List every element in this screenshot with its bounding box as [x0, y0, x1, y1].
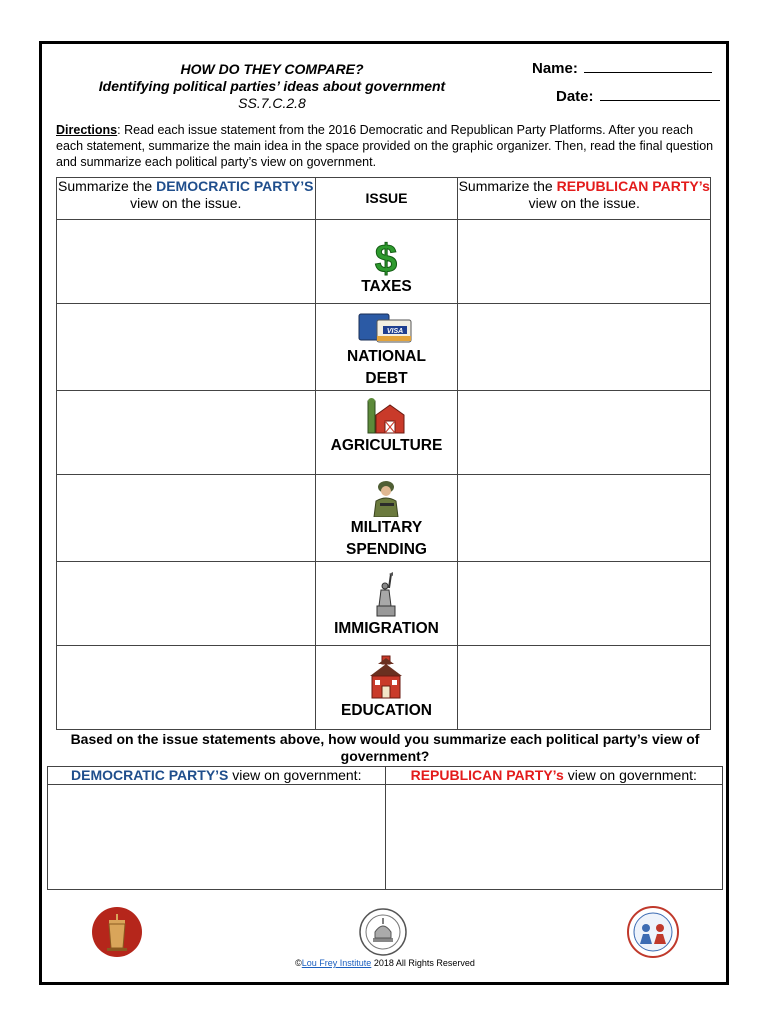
- rep-answer-immigration[interactable]: [458, 562, 711, 646]
- name-date-block: [532, 58, 720, 114]
- rep-summary-answer[interactable]: [385, 785, 723, 890]
- footer: ©Lou Frey Institute 2018 All Rights Reserved: [295, 958, 475, 968]
- issue-label: DEBT: [365, 370, 408, 387]
- schoolhouse-icon: [316, 646, 458, 700]
- dem-answer-debt[interactable]: [57, 304, 316, 391]
- issue-label: EDUCATION: [340, 702, 432, 719]
- capitol-seal-logo: [359, 908, 407, 961]
- issue-header: ISSUE: [315, 178, 458, 220]
- dem-summary-answer[interactable]: [48, 785, 386, 890]
- rep-answer-debt[interactable]: [458, 304, 711, 391]
- standard-code: SS.7.C.2.8: [238, 95, 306, 111]
- issue-label: SPENDING: [346, 541, 427, 558]
- worksheet-header: [57, 61, 487, 112]
- lou-frey-link[interactable]: Lou Frey Institute: [301, 958, 372, 968]
- issue-cell-education: [315, 646, 458, 730]
- rep-answer-agriculture[interactable]: [458, 391, 711, 475]
- podium-logo: [91, 906, 143, 963]
- issue-cell-immigration: [315, 562, 458, 646]
- directions-text: : Read each issue statement from the 2016 Democratic and Republican Party Platforms. After you reach each statement, summarize the main idea in the space provided on the graphic organizer. Then, read the final question and summarize each political party’s view on government.: [56, 123, 714, 169]
- summary-question: Based on the issue statements above, how would you summarize each political party’s view of government?: [70, 731, 700, 764]
- rep-answer-military[interactable]: [458, 475, 711, 562]
- statue-of-liberty-icon: [316, 562, 458, 618]
- svg-text:VISA: VISA: [387, 328, 404, 335]
- date-line[interactable]: [600, 86, 720, 101]
- dem-answer-agriculture[interactable]: [57, 391, 316, 475]
- name-line[interactable]: [584, 58, 712, 73]
- worksheet-title: HOW DO THEY COMPARE?: [180, 61, 364, 77]
- summary-table: [47, 766, 723, 890]
- issue-label: AGRICULTURE: [330, 437, 443, 454]
- svg-text:$: $: [375, 238, 398, 276]
- issue-label: MILITARY: [350, 519, 423, 536]
- dem-answer-immigration[interactable]: [57, 562, 316, 646]
- issue-label: NATIONAL: [347, 348, 426, 365]
- rep-summary-header: REPUBLICAN PARTY’s view on government:: [385, 767, 723, 785]
- rep-answer-taxes[interactable]: [458, 220, 711, 304]
- dem-answer-taxes[interactable]: [57, 220, 316, 304]
- date-label: Date:: [556, 88, 594, 105]
- dem-answer-military[interactable]: [57, 475, 316, 562]
- worksheet-subtitle: Identifying political parties’ ideas about government: [98, 78, 446, 94]
- name-label: Name:: [532, 60, 578, 77]
- graphic-organizer: [56, 177, 711, 730]
- civics-seal-logo: [627, 906, 679, 963]
- issue-cell-debt: [315, 304, 458, 391]
- issue-label: IMMIGRATION: [334, 620, 439, 637]
- issue-label: TAXES: [361, 278, 412, 295]
- issue-cell-taxes: [315, 220, 458, 304]
- directions-label: Directions: [56, 123, 118, 137]
- rep-header: Summarize the REPUBLICAN PARTY’s view on the issue.: [458, 178, 711, 220]
- rep-answer-education[interactable]: [458, 646, 711, 730]
- issue-cell-agriculture: [315, 391, 458, 475]
- dem-answer-education[interactable]: [57, 646, 316, 730]
- barn-icon: [316, 391, 458, 435]
- dem-header: Summarize the DEMOCRATIC PARTY’S view on the issue.: [57, 178, 316, 220]
- dem-summary-header: DEMOCRATIC PARTY’S view on government:: [48, 767, 386, 785]
- directions: [56, 122, 716, 170]
- issue-cell-military: [315, 475, 458, 562]
- soldier-icon: [316, 475, 458, 517]
- dollar-icon: [316, 220, 458, 276]
- credit-card-icon: [316, 304, 458, 346]
